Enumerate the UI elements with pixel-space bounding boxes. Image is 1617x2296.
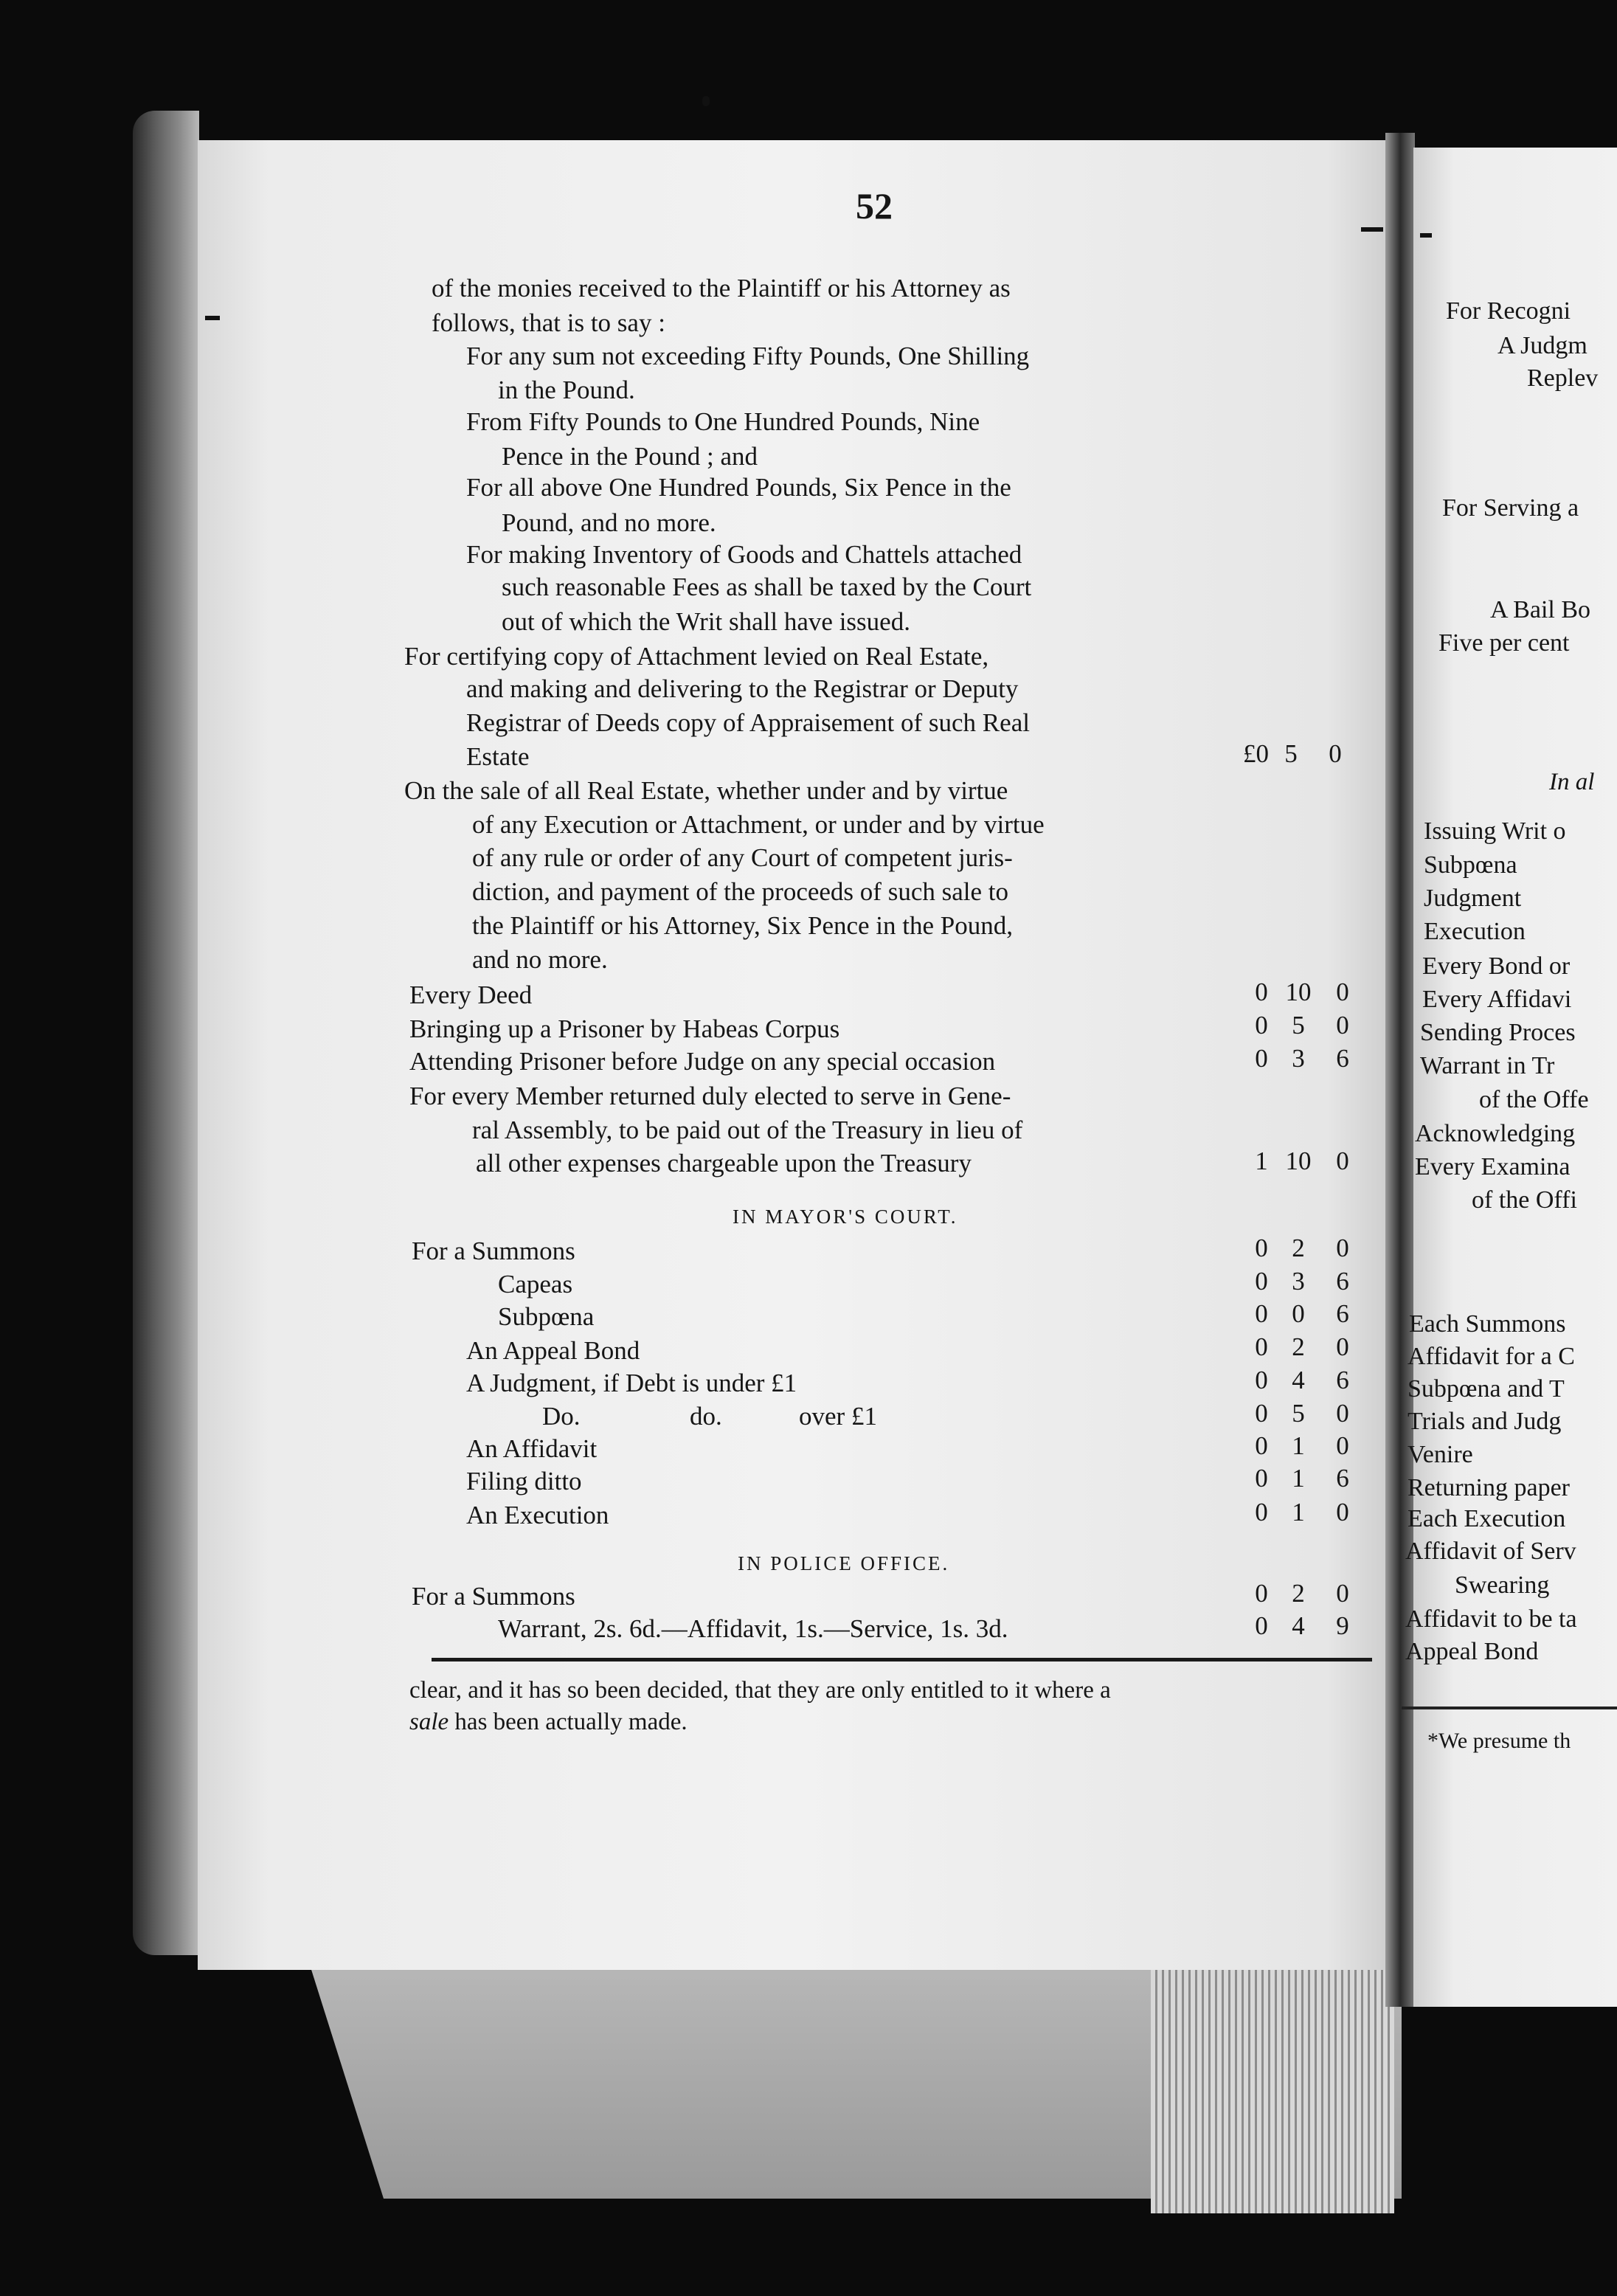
facing-text-line: Every Examina <box>1415 1153 1571 1180</box>
text-line: the Plaintiff or his Attorney, Six Pence in the Pound, <box>472 911 1014 940</box>
footnote-emphasis: sale <box>409 1709 449 1735</box>
section-heading-police-office: IN POLICE OFFICE. <box>738 1552 950 1574</box>
facing-text-line: Execution <box>1424 918 1526 945</box>
text-line: Attending Prisoner before Judge on any special occasion <box>409 1047 996 1076</box>
fee-item: Capeas <box>498 1270 573 1299</box>
text-line: such reasonable Fees as shall be taxed by the Court <box>502 573 1032 601</box>
facing-text-line: of the Offi <box>1472 1186 1577 1214</box>
fee-amount: 0 1 0 <box>1255 1498 1349 1526</box>
facing-text-line: A Judgm <box>1497 332 1587 359</box>
text-line: of any Execution or Attachment, or under and by virtue <box>472 810 1045 839</box>
fee-item: An Appeal Bond <box>466 1336 640 1365</box>
facing-footnote-rule <box>1402 1707 1617 1709</box>
footnote-rest: has been actually made. <box>449 1709 688 1735</box>
facing-text-line: Judgment <box>1424 885 1522 912</box>
facing-text-line: Every Affidavi <box>1422 986 1572 1013</box>
scan-speck <box>205 316 220 320</box>
facing-text-line: Five per cent <box>1438 629 1570 657</box>
text-line: and no more. <box>472 945 608 974</box>
facing-text-line: Subpœna <box>1424 851 1517 879</box>
facing-text-line: Issuing Writ o <box>1424 817 1566 845</box>
scan-speck <box>1420 233 1432 238</box>
text-line: For any sum not exceeding Fifty Pounds, One Shilling <box>466 342 1030 370</box>
facing-text-line: Returning paper <box>1407 1474 1570 1501</box>
book-cover-edge <box>133 111 199 1955</box>
fee-amount: 0 0 6 <box>1255 1299 1349 1328</box>
facing-text-line: Swearing <box>1455 1571 1550 1599</box>
text-line: From Fifty Pounds to One Hundred Pounds, Nine <box>466 407 980 436</box>
fee-item: A Judgment, if Debt is under £1 <box>466 1369 797 1397</box>
fee-item: Subpœna <box>498 1302 595 1331</box>
text-line: Pound, and no more. <box>502 508 716 537</box>
facing-text-line: A Bail Bo <box>1490 596 1591 623</box>
facing-footnote-line: *We presume th <box>1427 1729 1571 1753</box>
fee-item: Do. <box>542 1402 581 1431</box>
fee-amount: 0 2 0 <box>1255 1234 1349 1262</box>
facing-text-line: Each Execution <box>1407 1505 1566 1532</box>
facing-text-line: Sending Proces <box>1420 1019 1576 1046</box>
fee-amount: 0 4 6 <box>1255 1366 1349 1394</box>
facing-text-line: Affidavit for a C <box>1407 1343 1575 1370</box>
facing-heading: In al <box>1549 769 1595 795</box>
fee-item: An Execution <box>466 1501 609 1529</box>
facing-text-line: Replev <box>1527 364 1599 392</box>
fee-amount: 0 10 0 <box>1255 978 1349 1006</box>
footnote-line: clear, and it has so been decided, that they are only entitled to it where a <box>409 1677 1111 1704</box>
text-line: of any rule or order of any Court of competent juris- <box>472 843 1013 872</box>
scan-speck <box>1361 227 1383 232</box>
facing-text-line: of the Offe <box>1479 1086 1589 1113</box>
text-line: For all above One Hundred Pounds, Six Pence in the <box>466 473 1011 502</box>
facing-text-line: Subpœna and T <box>1407 1375 1565 1403</box>
fee-item: over £1 <box>799 1402 877 1431</box>
text-line: all other expenses chargeable upon the Treasury <box>476 1149 972 1178</box>
page-stack-edges <box>1151 1933 1394 2213</box>
fee-item: Warrant, 2s. 6d.—Affidavit, 1s.—Service, 1s. 3d. <box>498 1614 1008 1643</box>
text-line: Every Deed <box>409 981 533 1009</box>
fee-item: Filing ditto <box>466 1467 582 1495</box>
footnote-line <box>409 1710 688 1735</box>
text-line: of the monies received to the Plaintiff or his Attorney as <box>432 274 1011 302</box>
text-line: Pence in the Pound ; and <box>502 442 758 471</box>
fee-item: For a Summons <box>412 1582 575 1611</box>
text-line: follows, that is to say : <box>432 308 665 337</box>
footnote-rule <box>432 1658 1372 1662</box>
fee-item: For a Summons <box>412 1237 575 1265</box>
text-line: in the Pound. <box>498 376 635 404</box>
facing-text-line: Acknowledging <box>1415 1120 1576 1147</box>
facing-text-line: Trials and Judg <box>1407 1408 1562 1435</box>
book-gutter <box>1385 133 1415 2007</box>
fee-amount: 0 2 0 <box>1255 1332 1349 1361</box>
text-line: diction, and payment of the proceeds of such sale to <box>472 877 1009 906</box>
scan-speck <box>702 96 710 106</box>
facing-text-line: For Serving a <box>1442 494 1579 522</box>
text-line: For every Member returned duly elected to serve in Gene- <box>409 1082 1011 1110</box>
fee-item: An Affidavit <box>466 1434 598 1463</box>
text-line: and making and delivering to the Registrar or Deputy <box>466 674 1019 703</box>
text-line: ral Assembly, to be paid out of the Treasury in lieu of <box>472 1116 1023 1144</box>
facing-text-line: Affidavit to be ta <box>1405 1605 1577 1633</box>
facing-text-line: Affidavit of Serv <box>1405 1538 1576 1565</box>
facing-text-line: Each Summons <box>1409 1310 1566 1338</box>
text-line: Estate <box>466 742 530 771</box>
facing-text-line: Warrant in Tr <box>1420 1052 1555 1079</box>
fee-amount: 0 4 9 <box>1255 1611 1349 1640</box>
section-heading-mayors-court: IN MAYOR'S COURT. <box>733 1206 958 1228</box>
facing-text-line: Venire <box>1407 1441 1473 1468</box>
fee-amount: 0 1 0 <box>1255 1431 1349 1460</box>
fee-amount: 0 5 0 <box>1255 1011 1349 1040</box>
text-line: For certifying copy of Attachment levied on Real Estate, <box>404 642 989 671</box>
fee-amount: 1 10 0 <box>1255 1147 1349 1175</box>
page-number: 52 <box>856 185 893 227</box>
text-line: out of which the Writ shall have issued. <box>502 607 910 636</box>
fee-item: do. <box>690 1402 722 1431</box>
fee-amount: 0 5 0 <box>1255 1399 1349 1428</box>
fee-amount: 0 1 6 <box>1255 1464 1349 1493</box>
facing-text-line: Appeal Bond <box>1405 1638 1539 1665</box>
facing-text-line: Every Bond or <box>1422 952 1571 980</box>
fee-amount: 0 3 6 <box>1255 1044 1349 1073</box>
fee-amount: 0 3 6 <box>1255 1267 1349 1296</box>
facing-text-line: For Recogni <box>1446 297 1571 325</box>
fee-amount: £0 5 0 <box>1243 739 1342 768</box>
text-line: On the sale of all Real Estate, whether under and by virtue <box>404 776 1008 805</box>
text-line: Registrar of Deeds copy of Appraisement of such Real <box>466 708 1030 737</box>
text-line: Bringing up a Prisoner by Habeas Corpus <box>409 1014 840 1043</box>
text-line: For making Inventory of Goods and Chattels attached <box>466 540 1022 569</box>
fee-amount: 0 2 0 <box>1255 1579 1349 1608</box>
